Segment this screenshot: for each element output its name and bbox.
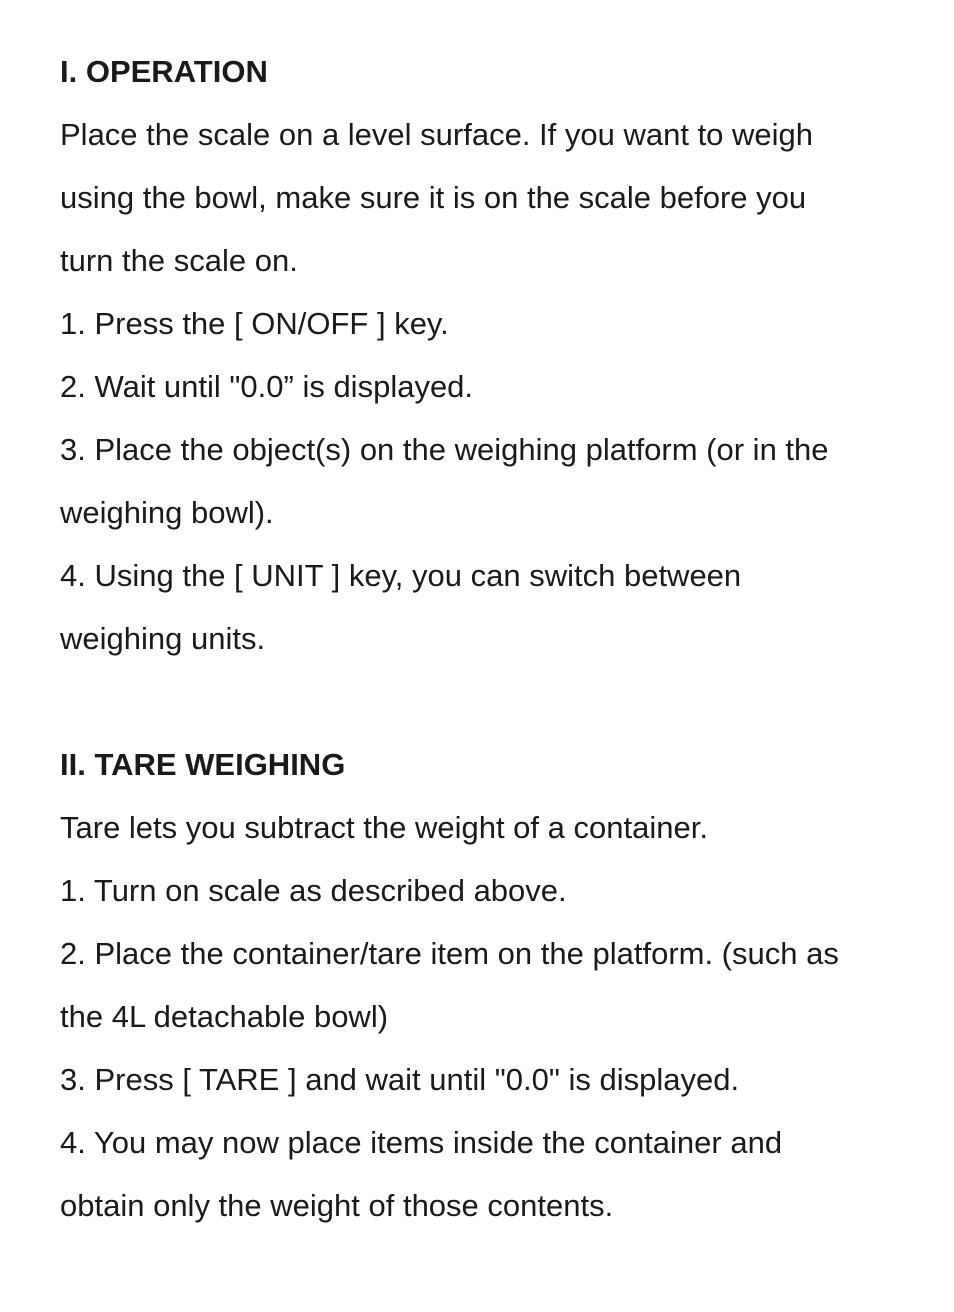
document-page	[60, 40, 920, 1237]
operation-intro-line-2: using the bowl, make sure it is on the scale before you	[60, 180, 807, 215]
operation-step-2: 2. Wait until "0.0” is displayed.	[60, 369, 474, 404]
section-heading-operation: I. OPERATION	[60, 54, 268, 89]
tare-step-2-line-1: 2. Place the container/tare item on the platform. (such as	[60, 936, 839, 971]
operation-intro-line-3: turn the scale on.	[60, 243, 298, 278]
operation-step-3-line-1: 3. Place the object(s) on the weighing platform (or in the	[60, 432, 829, 467]
section-heading-tare-weighing: II. TARE WEIGHING	[60, 747, 346, 782]
tare-step-1: 1. Turn on scale as described above.	[60, 873, 567, 908]
operation-step-4-line-2: weighing units.	[60, 621, 266, 656]
tare-step-4-line-1: 4. You may now place items inside the container and	[60, 1125, 783, 1160]
operation-step-4-line-1: 4. Using the [ UNIT ] key, you can switch between	[60, 558, 742, 593]
section-spacer	[60, 670, 920, 733]
tare-intro-line: Tare lets you subtract the weight of a container.	[60, 810, 708, 845]
operation-step-1: 1. Press the [ ON/OFF ] key.	[60, 306, 449, 341]
tare-step-3: 3. Press [ TARE ] and wait until "0.0" is displayed.	[60, 1062, 740, 1097]
operation-intro-line-1: Place the scale on a level surface. If you want to weigh	[60, 117, 814, 152]
tare-step-2-line-2: the 4L detachable bowl)	[60, 999, 389, 1034]
tare-step-4-line-2: obtain only the weight of those contents.	[60, 1188, 614, 1223]
operation-step-3-line-2: weighing bowl).	[60, 495, 274, 530]
